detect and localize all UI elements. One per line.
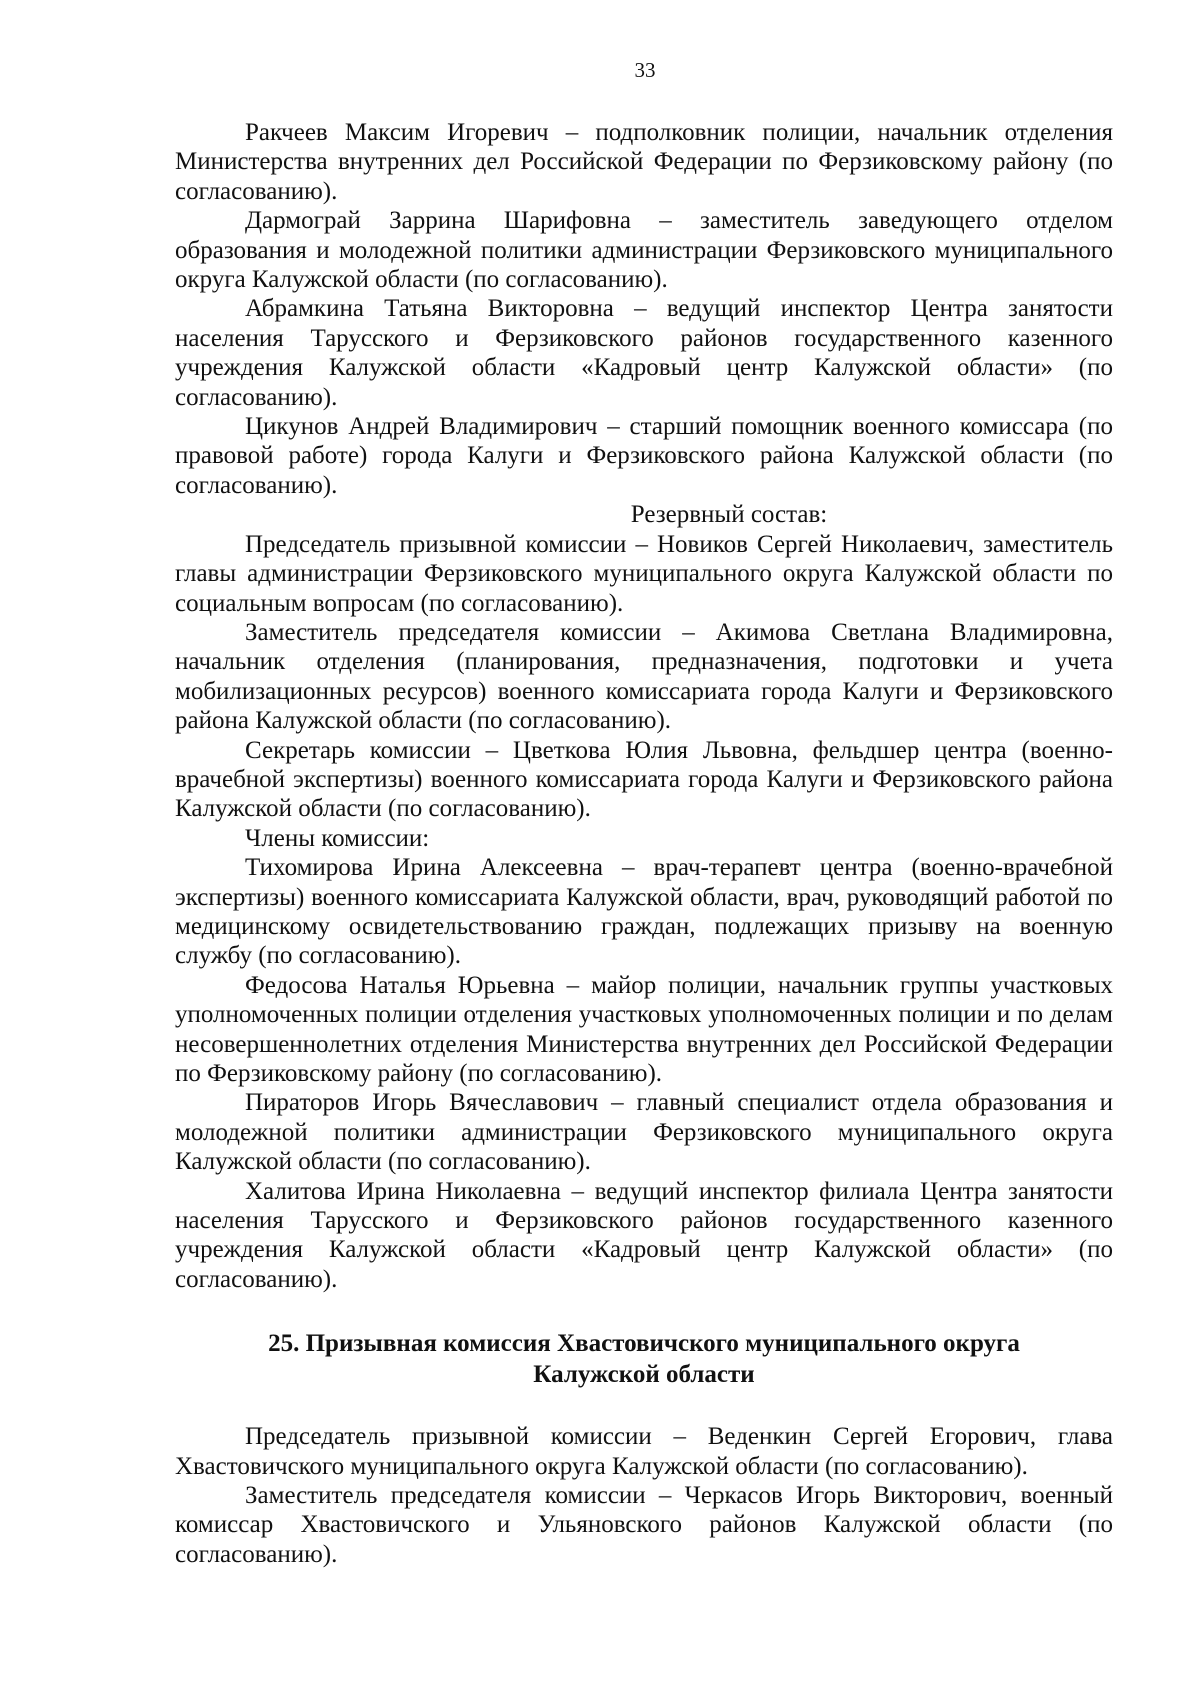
section-heading-line-2: Калужской области [533,1361,755,1389]
paragraph-tsikunov: Цикунов Андрей Владимирович – старший помощник военного комиссара (по правовой работе) города Калуги и Ферзиковского района Калужской области (по согласованию). [175,413,1113,499]
paragraph-cherkasov: Заместитель председателя комиссии – Черкасов Игорь Викторович, военный комиссар Хвастовичского и Ульяновского районов Калужской области (по согласованию). [175,1482,1113,1568]
reserve-heading: Резервный состав: [630,501,828,529]
members-label: Члены комиссии: [245,824,430,852]
paragraph-fedosova: Федосова Наталья Юрьевна – майор полиции, начальник группы участковых уполномоченных полиции отделения участковых уполномоченных полиции и по делам несовершеннолетних отделения Министерства внутренних дел Российской Федерации по Ферзиковскому району (по согласованию). [175,971,1113,1087]
paragraph-novikov: Председатель призывной комиссии – Новиков Сергей Николаевич, заместитель главы администрации Ферзиковского муниципального округа Калужской области по социальным вопросам (по согласованию). [175,530,1113,617]
document-body [175,118,1113,1569]
section-heading-line-1: 25. Призывная комиссия Хвастовичского муниципального округа [268,1330,1020,1358]
paragraph-rakcheev: Ракчеев Максим Игоревич – подполковник полиции, начальник отделения Министерства внутренних дел Российской Федерации по Ферзиковскому району (по согласованию). [175,119,1113,205]
paragraph-tsvetkova: Секретарь комиссии – Цветкова Юлия Львовна, фельдшер центра (военно-врачебной экспертизы) военного комиссариата города Калуги и Ферзиковского района Калужской области (по согласованию). [175,736,1113,823]
page-number: 33 [634,58,656,82]
paragraph-abramkina: Абрамкина Татьяна Викторовна – ведущий инспектор Центра занятости населения Тарусского и Ферзиковского районов государственного казенного учреждения Калужской области «Кадровый центр Калужской области» (по согласованию). [175,295,1113,411]
paragraph-akimova: Заместитель председателя комиссии – Акимова Светлана Владимировна, начальник отделения (планирования, предназначения, подготовки и учета мобилизационных ресурсов) военного комиссариата города Калуги и Ферзиковского района Калужской области (по согласованию). [175,618,1113,735]
paragraph-tikhomirova: Тихомирова Ирина Алексеевна – врач-терапевт центра (военно-врачебной экспертизы) военного комиссариата Калужской области, врач, руководящий работой по медицинскому освидетельствованию граждан, подлежащих призыву на военную службу (по согласованию). [175,854,1113,970]
paragraph-khalitova: Халитова Ирина Николаевна – ведущий инспектор филиала Центра занятости населения Тарусского и Ферзиковского районов государственного казенного учреждения Калужской области «Кадровый центр Калужской области» (по согласованию). [175,1177,1113,1293]
paragraph-piratorov: Пираторов Игорь Вячеславович – главный специалист отдела образования и молодежной политики администрации Ферзиковского муниципального округа Калужской области (по согласованию). [175,1089,1113,1176]
paragraph-darmograi: Дармограй Заррина Шарифовна – заместитель заведующего отделом образования и молодежной политики администрации Ферзиковского муниципального округа Калужской области (по согласованию). [175,207,1113,294]
section-heading [175,1328,1113,1390]
paragraph-vedenkin: Председатель призывной комиссии – Веденкин Сергей Егорович, глава Хвастовичского муниципального округа Калужской области (по согласованию). [175,1423,1113,1480]
